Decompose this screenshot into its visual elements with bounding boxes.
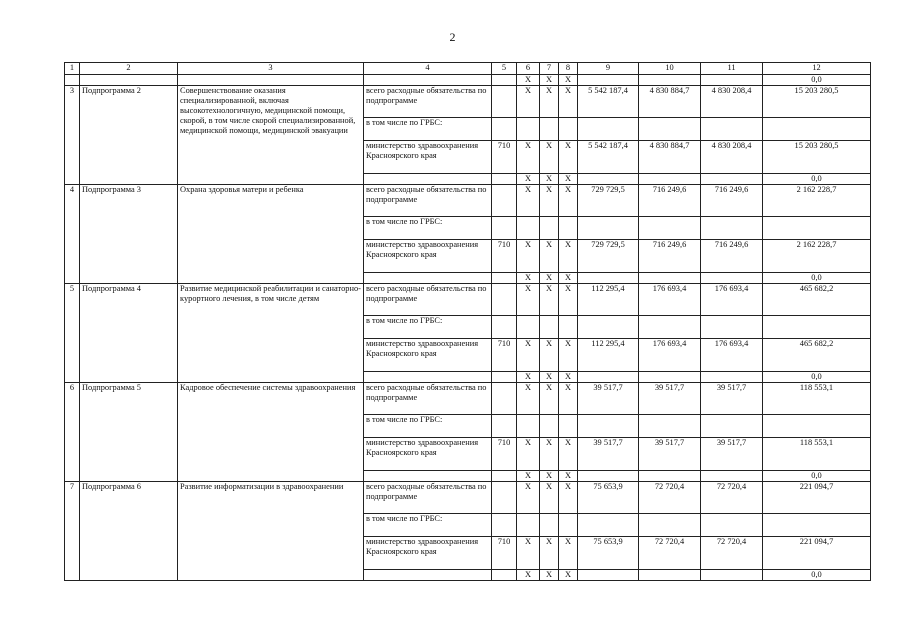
cell-x: X — [517, 273, 540, 284]
label-grbs: в том числе по ГРБС: — [364, 316, 492, 339]
value-col-12: 15 203 280,5 — [763, 86, 871, 118]
label-ministry: министерство здравоохранения Красноярского края — [364, 438, 492, 471]
header-col-8: 8 — [559, 63, 578, 75]
ministry-code: 710 — [492, 240, 517, 273]
ministry-code: 710 — [492, 438, 517, 471]
cell-x: X — [517, 383, 540, 415]
header-row — [65, 63, 871, 75]
subprogram-row — [65, 86, 871, 118]
cell-total: 0,0 — [763, 273, 871, 284]
label-grbs: в том числе по ГРБС: — [364, 415, 492, 438]
header-col-6: 6 — [517, 63, 540, 75]
header-col-10: 10 — [639, 63, 701, 75]
cell-x: X — [517, 438, 540, 471]
ministry-code: 710 — [492, 537, 517, 570]
value-col-12: 118 553,1 — [763, 383, 871, 415]
label-total-obligations: всего расходные обязательства по подпрограмме — [364, 482, 492, 514]
cell-x: X — [559, 86, 578, 118]
value-col-12: 118 553,1 — [763, 438, 871, 471]
cell-total: 0,0 — [763, 471, 871, 482]
ministry-code: 710 — [492, 339, 517, 372]
cell-x: X — [559, 284, 578, 316]
cell-x: X — [540, 471, 559, 482]
value-col-12: 2 162 228,7 — [763, 185, 871, 217]
value-col-9: 75 653,9 — [578, 482, 639, 514]
value-col-11: 4 830 208,4 — [701, 86, 763, 118]
page-number: 2 — [449, 30, 456, 44]
cell-x: X — [517, 570, 540, 581]
table-body — [65, 75, 871, 581]
value-col-11: 176 693,4 — [701, 339, 763, 372]
value-col-9: 729 729,5 — [578, 240, 639, 273]
value-col-12: 465 682,2 — [763, 284, 871, 316]
cell-x: X — [559, 372, 578, 383]
cell-x: X — [517, 185, 540, 217]
cell-total: 0,0 — [763, 75, 871, 86]
cell-x: X — [559, 570, 578, 581]
value-col-9: 5 542 187,4 — [578, 86, 639, 118]
cell-x: X — [540, 174, 559, 185]
value-col-10: 72 720,4 — [639, 482, 701, 514]
header-col-7: 7 — [540, 63, 559, 75]
cell-x: X — [559, 471, 578, 482]
cell-x: X — [540, 438, 559, 471]
subprogram-name: Подпрограмма 2 — [80, 86, 178, 185]
value-col-11: 39 517,7 — [701, 383, 763, 415]
cell-x: X — [559, 174, 578, 185]
label-ministry: министерство здравоохранения Красноярского края — [364, 240, 492, 273]
cell-x: X — [517, 284, 540, 316]
row-number: 5 — [65, 284, 80, 383]
value-col-9: 75 653,9 — [578, 537, 639, 570]
header-col-1: 1 — [65, 63, 80, 75]
cell-x: X — [540, 240, 559, 273]
subprogram-description: Развитие медицинской реабилитации и санаторно-курортного лечения, в том числе детям — [178, 284, 364, 383]
label-total-obligations: всего расходные обязательства по подпрограмме — [364, 284, 492, 316]
cell-x: X — [517, 240, 540, 273]
cell-x: X — [540, 273, 559, 284]
value-col-10: 176 693,4 — [639, 339, 701, 372]
subprogram-name: Подпрограмма 6 — [80, 482, 178, 581]
value-col-10: 39 517,7 — [639, 438, 701, 471]
cell-x: X — [517, 174, 540, 185]
value-col-9: 39 517,7 — [578, 383, 639, 415]
cell-x: X — [559, 482, 578, 514]
cell-total: 0,0 — [763, 174, 871, 185]
subprogram-name: Подпрограмма 5 — [80, 383, 178, 482]
cell-x: X — [559, 185, 578, 217]
cell-x: X — [517, 86, 540, 118]
carryover-row — [65, 75, 871, 86]
header-col-9: 9 — [578, 63, 639, 75]
cell-x: X — [540, 141, 559, 174]
header-col-2: 2 — [80, 63, 178, 75]
cell-x: X — [517, 537, 540, 570]
cell-x: X — [540, 86, 559, 118]
value-col-11: 72 720,4 — [701, 537, 763, 570]
cell-x: X — [559, 537, 578, 570]
value-col-9: 39 517,7 — [578, 438, 639, 471]
label-total-obligations: всего расходные обязательства по подпрограмме — [364, 383, 492, 415]
cell-x: X — [517, 141, 540, 174]
subprogram-name: Подпрограмма 3 — [80, 185, 178, 284]
cell-x: X — [517, 372, 540, 383]
label-ministry: министерство здравоохранения Красноярского края — [364, 339, 492, 372]
value-col-11: 176 693,4 — [701, 284, 763, 316]
cell-total: 0,0 — [763, 372, 871, 383]
cell-x: X — [559, 438, 578, 471]
value-col-10: 72 720,4 — [639, 537, 701, 570]
cell-x: X — [517, 339, 540, 372]
header-col-5: 5 — [492, 63, 517, 75]
value-col-12: 15 203 280,5 — [763, 141, 871, 174]
row-number: 6 — [65, 383, 80, 482]
cell-x: X — [559, 141, 578, 174]
cell-x: X — [540, 75, 559, 86]
value-col-10: 4 830 884,7 — [639, 141, 701, 174]
cell-x: X — [540, 284, 559, 316]
label-ministry: министерство здравоохранения Красноярского края — [364, 141, 492, 174]
value-col-11: 4 830 208,4 — [701, 141, 763, 174]
subprogram-description: Кадровое обеспечение системы здравоохранения — [178, 383, 364, 482]
subprogram-row — [65, 284, 871, 316]
value-col-10: 39 517,7 — [639, 383, 701, 415]
cell-x: X — [559, 339, 578, 372]
label-ministry: министерство здравоохранения Красноярского края — [364, 537, 492, 570]
cell-total: 0,0 — [763, 570, 871, 581]
cell-x: X — [540, 339, 559, 372]
value-col-11: 39 517,7 — [701, 438, 763, 471]
cell-x: X — [517, 75, 540, 86]
value-col-11: 716 249,6 — [701, 240, 763, 273]
cell-x: X — [540, 537, 559, 570]
value-col-9: 5 542 187,4 — [578, 141, 639, 174]
label-total-obligations: всего расходные обязательства по подпрограмме — [364, 86, 492, 118]
header-col-3: 3 — [178, 63, 364, 75]
value-col-10: 716 249,6 — [639, 185, 701, 217]
value-col-9: 112 295,4 — [578, 284, 639, 316]
cell-x: X — [540, 372, 559, 383]
cell-x: X — [540, 482, 559, 514]
value-col-12: 2 162 228,7 — [763, 240, 871, 273]
header-col-11: 11 — [701, 63, 763, 75]
label-grbs: в том числе по ГРБС: — [364, 118, 492, 141]
row-number: 7 — [65, 482, 80, 581]
cell-x: X — [559, 273, 578, 284]
cell-x: X — [559, 240, 578, 273]
cell-x: X — [540, 383, 559, 415]
budget-table — [64, 62, 871, 581]
cell-x: X — [517, 482, 540, 514]
row-number: 3 — [65, 86, 80, 185]
value-col-9: 729 729,5 — [578, 185, 639, 217]
ministry-code: 710 — [492, 141, 517, 174]
subprogram-name: Подпрограмма 4 — [80, 284, 178, 383]
label-total-obligations: всего расходные обязательства по подпрограмме — [364, 185, 492, 217]
subprogram-row — [65, 482, 871, 514]
value-col-9: 112 295,4 — [578, 339, 639, 372]
header-col-4: 4 — [364, 63, 492, 75]
subprogram-description: Совершенствование оказания специализированной, включая высокотехнологичную, медицинской помощи, скорой, в том числе скорой специализированной, медицинской помощи, медицинской эвакуации — [178, 86, 364, 185]
header-col-12: 12 — [763, 63, 871, 75]
row-number: 4 — [65, 185, 80, 284]
cell-x: X — [540, 185, 559, 217]
value-col-10: 716 249,6 — [639, 240, 701, 273]
subprogram-description: Охрана здоровья матери и ребенка — [178, 185, 364, 284]
cell-x: X — [540, 570, 559, 581]
value-col-12: 221 094,7 — [763, 537, 871, 570]
value-col-11: 716 249,6 — [701, 185, 763, 217]
subprogram-row — [65, 383, 871, 415]
value-col-12: 465 682,2 — [763, 339, 871, 372]
value-col-10: 4 830 884,7 — [639, 86, 701, 118]
value-col-10: 176 693,4 — [639, 284, 701, 316]
cell-x: X — [517, 471, 540, 482]
value-col-12: 221 094,7 — [763, 482, 871, 514]
label-grbs: в том числе по ГРБС: — [364, 514, 492, 537]
subprogram-row — [65, 185, 871, 217]
cell-x: X — [559, 75, 578, 86]
cell-x: X — [559, 383, 578, 415]
value-col-11: 72 720,4 — [701, 482, 763, 514]
subprogram-description: Развитие информатизации в здравоохранении — [178, 482, 364, 581]
label-grbs: в том числе по ГРБС: — [364, 217, 492, 240]
